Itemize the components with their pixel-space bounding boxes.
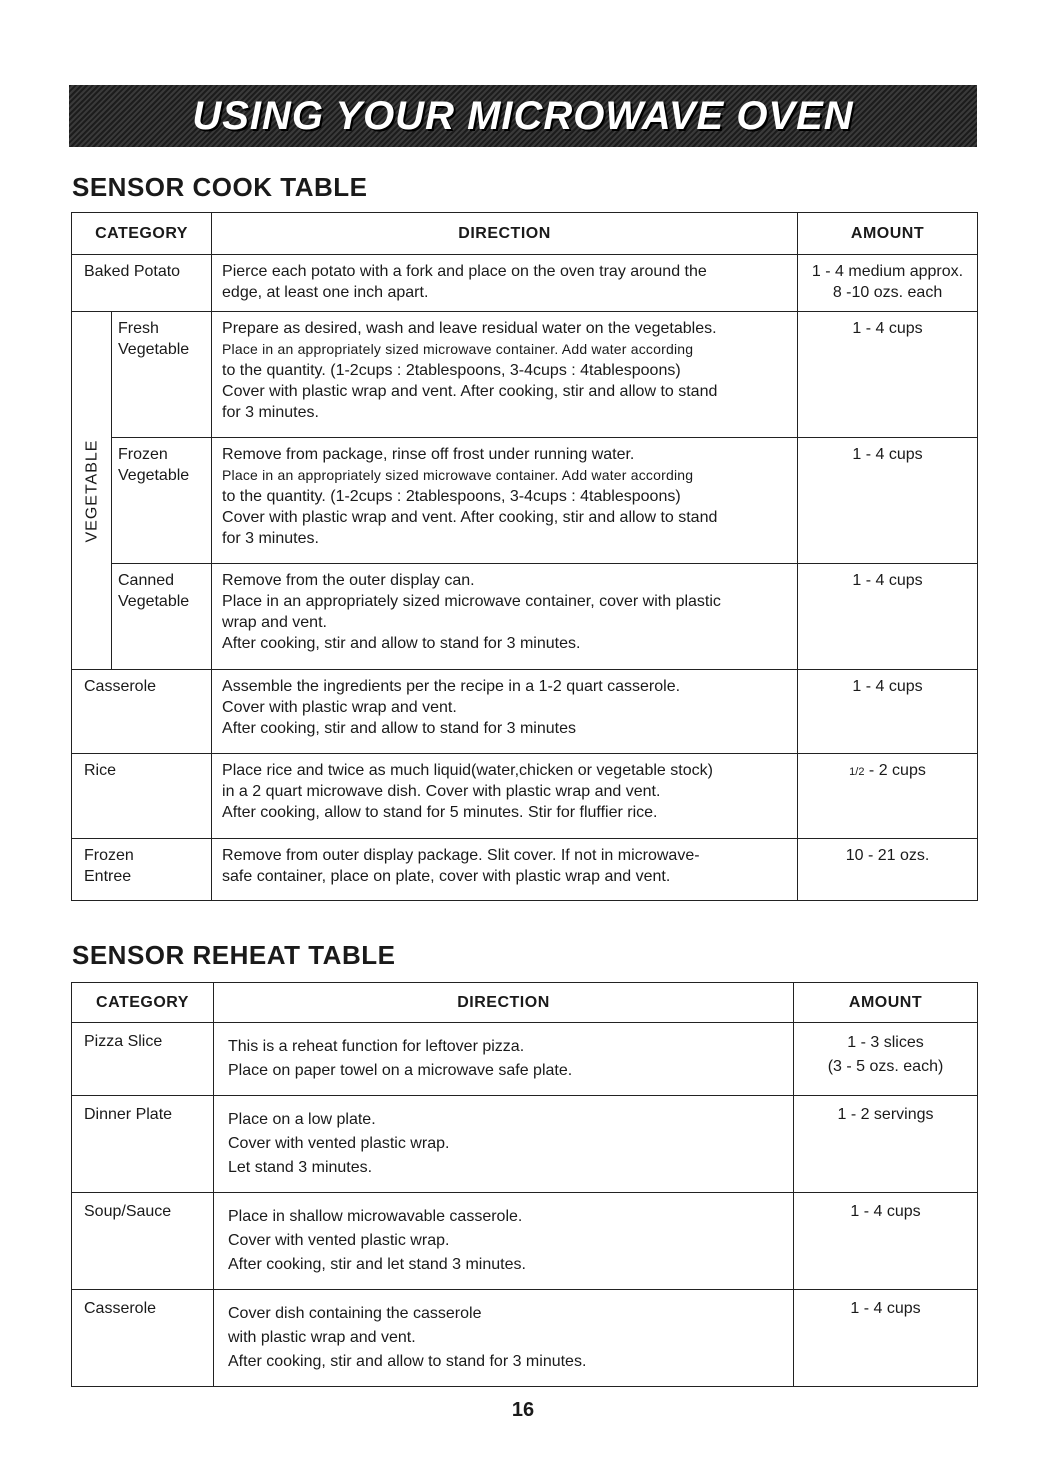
direction-line: Place on a low plate. (228, 1111, 376, 1128)
amount-cell: 1 - 4 cups (794, 1193, 978, 1290)
sensor-reheat-table (71, 982, 978, 1387)
amount-cell (798, 754, 978, 839)
amount-fraction: 1/2 (849, 766, 865, 778)
direction-line: Cover with plastic wrap and vent. After cooking, stir and allow to stand (222, 509, 718, 526)
category-cell (112, 438, 212, 564)
direction-line: After cooking, stir and allow to stand for 3 minutes. (222, 635, 581, 652)
amount-cell: 1 - 4 cups (794, 1290, 978, 1387)
category-cell: Casserole (72, 1290, 214, 1387)
category-cell: Baked Potato (72, 255, 212, 312)
direction-line: Cover with vented plastic wrap. (228, 1135, 450, 1152)
amount-cell: 1 - 2 servings (794, 1096, 978, 1193)
table-row-dinner-plate (72, 1096, 978, 1193)
table-row-baked-potato (72, 255, 978, 312)
table-row-canned-vegetable (72, 564, 978, 670)
amount-cell: 1 - 4 cups (798, 312, 978, 438)
vegetable-group-label: VEGETABLE (83, 439, 100, 542)
table-row-soup-sauce (72, 1193, 978, 1290)
direction-cell (214, 1193, 794, 1290)
direction-cell (212, 255, 798, 312)
table-row-rice (72, 754, 978, 839)
direction-line: Let stand 3 minutes. (228, 1159, 373, 1176)
direction-line: After cooking, stir and let stand 3 minutes. (228, 1256, 526, 1273)
direction-line: Prepare as desired, wash and leave residual water on the vegetables. (222, 320, 717, 337)
category-cell: Casserole (72, 670, 212, 754)
direction-line: Cover with vented plastic wrap. (228, 1232, 450, 1249)
sensor-cook-title: SENSOR COOK TABLE (72, 172, 368, 202)
direction-cell (212, 839, 798, 901)
amount-line: 8 -10 ozs. each (832, 284, 943, 301)
direction-cell (214, 1023, 794, 1096)
direction-line: Place on paper towel on a microwave safe plate. (228, 1062, 573, 1079)
category-cell: Dinner Plate (72, 1096, 214, 1193)
direction-cell (214, 1096, 794, 1193)
sensor-reheat-title: SENSOR REHEAT TABLE (72, 940, 396, 970)
table-header-row (72, 983, 978, 1023)
direction-cell (212, 564, 798, 670)
category-line: Vegetable (118, 467, 190, 484)
direction-line: to the quantity. (1-2cups : 2tablespoons, 3-4cups : 4tablespoons) (222, 488, 681, 505)
category-cell: Rice (72, 754, 212, 839)
direction-line: safe container, place on plate, cover with plastic wrap and vent. (222, 868, 671, 885)
category-line: Vegetable (118, 593, 190, 610)
category-cell (112, 312, 212, 438)
direction-line: wrap and vent. (222, 614, 327, 631)
direction-line: with plastic wrap and vent. (228, 1329, 416, 1346)
amount-text: - 2 cups (868, 762, 926, 779)
header-amount: AMOUNT (798, 213, 978, 255)
direction-cell (212, 438, 798, 564)
direction-line: for 3 minutes. (222, 530, 319, 547)
direction-line: Assemble the ingredients per the recipe in a 1-2 quart casserole. (222, 678, 681, 695)
direction-line: After cooking, stir and allow to stand for 3 minutes. (228, 1353, 587, 1370)
page-banner (69, 85, 977, 147)
header-category: CATEGORY (72, 983, 214, 1023)
direction-line: Place rice and twice as much liquid(water,chicken or vegetable stock) (222, 762, 713, 779)
direction-cell (212, 670, 798, 754)
vegetable-group-cell (72, 312, 112, 670)
category-cell (112, 564, 212, 670)
category-line: Vegetable (118, 341, 190, 358)
direction-cell (212, 312, 798, 438)
direction-line: Place in shallow microwavable casserole. (228, 1208, 523, 1225)
table-row-casserole (72, 670, 978, 754)
amount-line: 1 - 4 medium approx. (811, 263, 964, 280)
amount-line: 1 - 3 slices (847, 1034, 924, 1051)
table-row-casserole (72, 1290, 978, 1387)
direction-line: Cover dish containing the casserole (228, 1305, 482, 1322)
direction-cell (212, 754, 798, 839)
amount-cell: 1 - 4 cups (798, 564, 978, 670)
header-direction: DIRECTION (214, 983, 794, 1023)
banner-title: USING YOUR MICROWAVE OVEN (192, 93, 854, 138)
category-line: Fresh (118, 320, 159, 337)
direction-line: for 3 minutes. (222, 404, 319, 421)
amount-cell: 1 - 4 cups (798, 438, 978, 564)
amount-cell: 1 - 4 cups (798, 670, 978, 754)
table-row-fresh-vegetable (72, 312, 978, 438)
direction-line: Remove from outer display package. Slit cover. If not in microwave- (222, 847, 700, 864)
amount-cell (798, 255, 978, 312)
direction-line: in a 2 quart microwave dish. Cover with plastic wrap and vent. (222, 783, 661, 800)
direction-line: Remove from package, rinse off frost under running water. (222, 446, 635, 463)
direction-line: After cooking, stir and allow to stand for 3 minutes (222, 720, 576, 737)
table-row-frozen-entree (72, 839, 978, 901)
direction-line: to the quantity. (1-2cups : 2tablespoons, 3-4cups : 4tablespoons) (222, 362, 681, 379)
category-cell: Pizza Slice (72, 1023, 214, 1096)
table-row-pizza-slice (72, 1023, 978, 1096)
category-line: Entree (84, 868, 132, 885)
category-cell: Soup/Sauce (72, 1193, 214, 1290)
header-category: CATEGORY (72, 213, 212, 255)
category-cell (72, 839, 212, 901)
amount-line: (3 - 5 ozs. each) (827, 1058, 944, 1075)
direction-line: Remove from the outer display can. (222, 572, 475, 589)
header-direction: DIRECTION (212, 213, 798, 255)
direction-line: Place in an appropriately sized microwave container, cover with plastic (222, 593, 721, 610)
direction-line: Pierce each potato with a fork and place on the oven tray around the (222, 263, 707, 280)
table-header-row (72, 213, 978, 255)
direction-cell (214, 1290, 794, 1387)
category-line: Frozen (84, 847, 134, 864)
category-line: Frozen (118, 446, 168, 463)
amount-cell (794, 1023, 978, 1096)
direction-line: Place in an appropriately sized microwave container. Add water according (222, 467, 694, 483)
sensor-cook-table (71, 212, 978, 901)
direction-line: After cooking, allow to stand for 5 minutes. Stir for fluffier rice. (222, 804, 658, 821)
direction-line: This is a reheat function for leftover pizza. (228, 1038, 525, 1055)
direction-line: Place in an appropriately sized microwave container. Add water according (222, 341, 694, 357)
amount-cell: 10 - 21 ozs. (798, 839, 978, 901)
page-number: 16 (511, 1399, 535, 1421)
table-row-frozen-vegetable (72, 438, 978, 564)
direction-line: Cover with plastic wrap and vent. (222, 699, 457, 716)
header-amount: AMOUNT (794, 983, 978, 1023)
category-line: Canned (118, 572, 175, 589)
direction-line: edge, at least one inch apart. (222, 284, 429, 301)
direction-line: Cover with plastic wrap and vent. After cooking, stir and allow to stand (222, 383, 718, 400)
